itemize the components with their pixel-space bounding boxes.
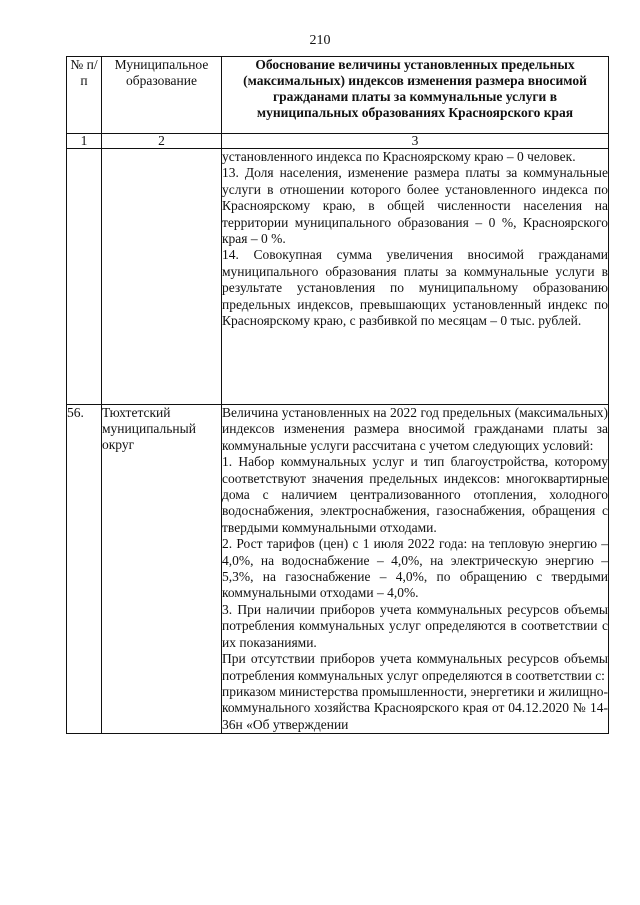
- row-justification: [222, 405, 609, 734]
- table-row: [67, 405, 609, 734]
- row-justification: [222, 149, 609, 405]
- row-municipality: [102, 149, 222, 405]
- row-num: 56.: [67, 405, 102, 734]
- paragraph: установленного индекса по Красноярскому краю – 0 человек.: [222, 149, 576, 164]
- header-municipality: Муниципальное образование: [102, 57, 222, 134]
- index-2: 2: [102, 134, 222, 149]
- paragraph: приказом министерства промышленности, энергетики и жилищно-коммунального хозяйства Красноярского края от 04.12.2020 № 14-36н «Об утверждении: [222, 683, 608, 732]
- table-row: [67, 149, 609, 405]
- paragraph: 2. Рост тарифов (цен) с 1 июля 2022 года: на тепловую энергию – 4,0%, на водоснабжение – 4,0%, на электрическую энергию – 5,3%, на газоснабжение – 4,0%, по обращению с твердыми коммунальными отходами – 4,0%.: [222, 536, 608, 601]
- row-num: [67, 149, 102, 405]
- paragraph: 14. Совокупная сумма увеличения вносимой гражданами муниципального образования платы за коммунальные услуги в результате установления по муниципальному образованию предельных индексов, превышающих установленный индекс по Красноярскому краю, с разбивкой по месяцам – 0 тыс. рублей.: [222, 247, 608, 329]
- paragraph: 1. Набор коммунальных услуг и тип благоустройства, которому соответствуют значения предельных индексов: многоквартирные дома с наличием централизованного отопления, холодного водоснабжения, электроснабжения, газоснабжения, обращения с твердыми коммунальными отходами.: [222, 454, 608, 535]
- paragraph: Величина установленных на 2022 год предельных (максимальных) индексов изменения размера вносимой гражданами платы за коммунальные услуги рассчитана с учетом следующих условий:: [222, 405, 608, 453]
- indices-table: [66, 56, 609, 734]
- paragraph: 13. Доля населения, изменение размера платы за коммунальные услуги в отношении которого более установленного индекса по Красноярскому краю, в общей численности населения на территории муниципального образования – 0 %, Красноярского края – 0 %.: [222, 165, 608, 247]
- index-3: 3: [222, 134, 609, 149]
- column-index-row: [67, 134, 609, 149]
- paragraph: При отсутствии приборов учета коммунальных ресурсов объемы потребления коммунальных услуг определяются в соответствии с:: [222, 651, 608, 683]
- header-num: № п/п: [67, 57, 102, 134]
- header-justification: Обоснование величины установленных предельных (максимальных) индексов изменения размера вносимой гражданами платы за коммунальные услуги в муниципальных образованиях Красноярского края: [222, 57, 609, 134]
- row-municipality: Тюхтетский муниципальный округ: [102, 405, 222, 734]
- page-number: 210: [309, 33, 331, 48]
- index-1: 1: [67, 134, 102, 149]
- table-header-row: [67, 57, 609, 134]
- paragraph: 3. При наличии приборов учета коммунальных ресурсов объемы потребления коммунальных услуг определяются в соответствии с их показаниями.: [222, 601, 608, 650]
